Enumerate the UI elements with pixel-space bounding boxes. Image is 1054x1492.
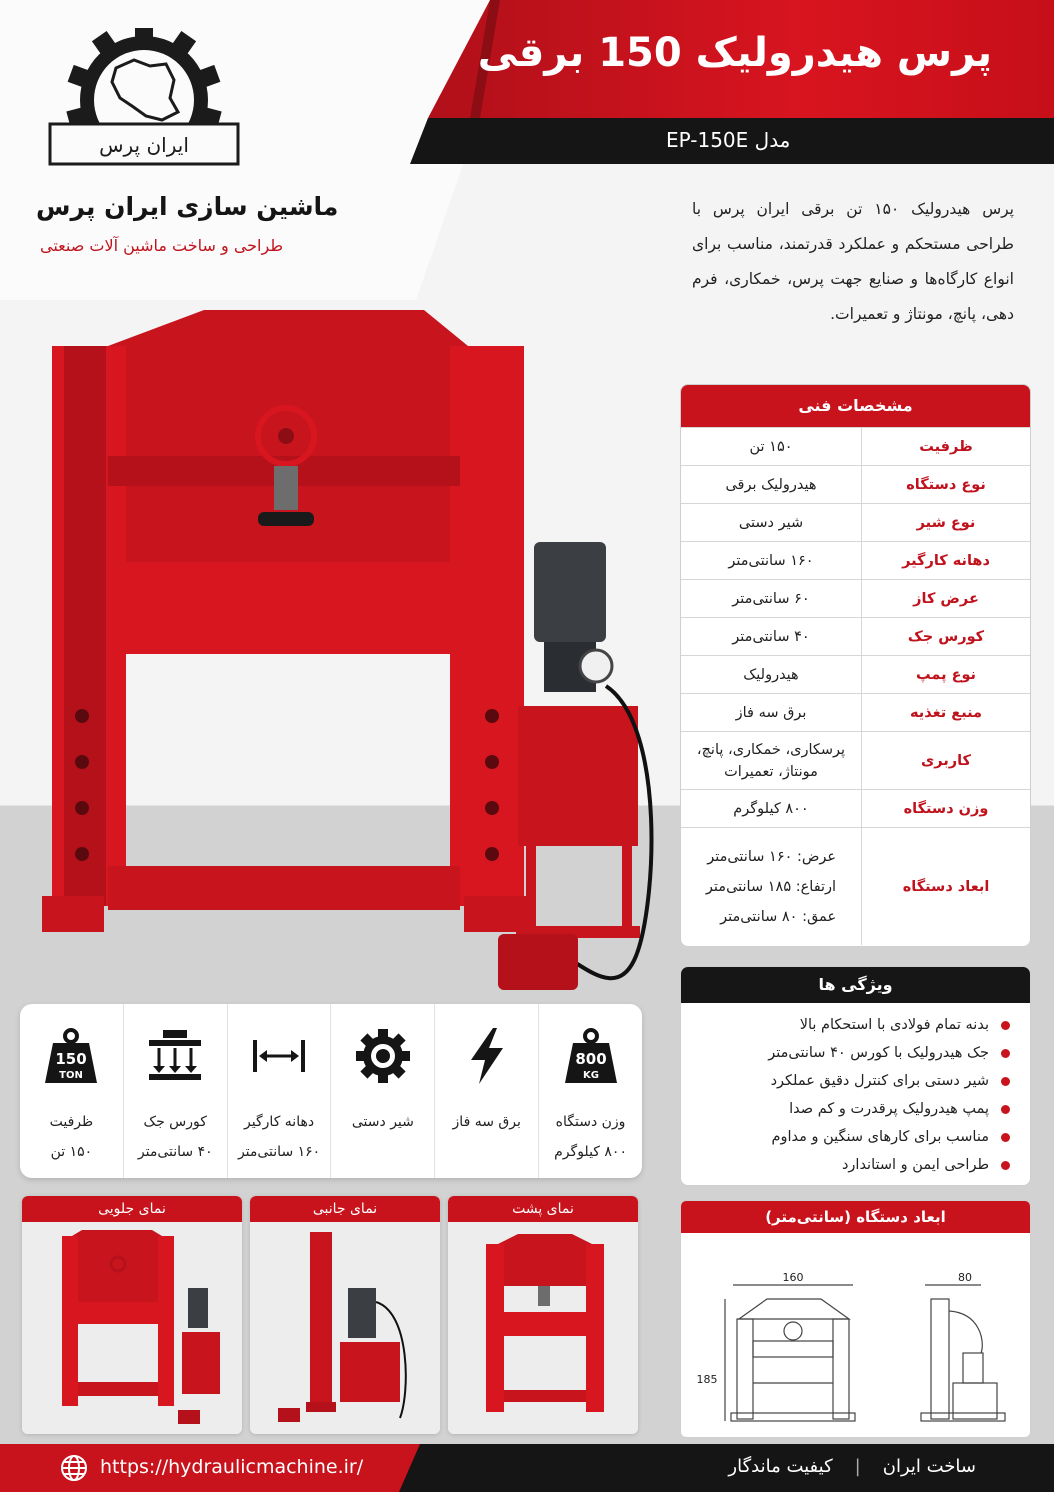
- spec-value: شیر دستی: [738, 514, 804, 531]
- spec-table: [680, 384, 1031, 947]
- icon-value: ۸۰۰ کیلوگرم: [554, 1144, 627, 1160]
- bullet-icon: [1001, 1077, 1010, 1086]
- features-title: ویژگی ها: [681, 967, 1030, 1003]
- back-view-title: نمای پشت: [448, 1196, 638, 1222]
- spec-row: [681, 465, 1030, 503]
- dimension-lines: [706, 846, 836, 928]
- spec-row-dimensions: [681, 827, 1030, 945]
- spec-row: [681, 693, 1030, 731]
- icon-value: ۱۶۰ سانتی‌متر: [237, 1144, 321, 1160]
- icon-label: شیر دستی: [351, 1114, 414, 1130]
- valve-gear-icon: [355, 1028, 411, 1084]
- feature-item: پمپ هیدرولیک پرقدرت و کم صدا: [691, 1095, 1010, 1123]
- spec-key: منبع تغذیه: [861, 694, 1030, 731]
- website-link[interactable]: https://hydraulicmachine.ir/: [100, 1456, 364, 1478]
- bullet-icon: [1001, 1049, 1010, 1058]
- width-arrows-icon: [251, 1036, 307, 1076]
- dimensions-title: ابعاد دستگاه (سانتی‌متر): [681, 1201, 1030, 1233]
- bullet-icon: [1001, 1021, 1010, 1030]
- globe-icon: [60, 1454, 88, 1482]
- dimension-drawing: [681, 1233, 1031, 1438]
- logo-text: ایران پرس: [99, 133, 189, 157]
- icon-card-weight: [538, 1004, 642, 1178]
- icon-card-opening: [227, 1004, 331, 1178]
- dimension-width: عرض: ۱۶۰ سانتی‌متر: [707, 848, 837, 865]
- height-label: 185: [696, 1373, 718, 1386]
- spec-row: [681, 731, 1030, 789]
- spec-value: برق سه فاز: [735, 704, 807, 721]
- quality-label: کیفیت ماندگار: [728, 1456, 833, 1477]
- spec-row: [681, 503, 1030, 541]
- front-view-card: [22, 1196, 242, 1434]
- brand-logo: [46, 28, 242, 170]
- width-label: 160: [782, 1271, 804, 1284]
- icon-value: ۴۰ سانتی‌متر: [137, 1144, 213, 1160]
- spec-key: ابعاد دستگاه: [861, 828, 1030, 945]
- icon-card-power: [434, 1004, 538, 1178]
- footer-slogan: [728, 1456, 976, 1477]
- dimension-height: ارتفاع: ۱۸۵ سانتی‌متر: [705, 878, 837, 895]
- brand-name: ماشین سازی ایران پرس: [36, 192, 339, 221]
- brand-tagline: طراحی و ساخت ماشین آلات صنعتی: [40, 236, 284, 255]
- product-description: پرس هیدرولیک ۱۵۰ تن برقی ایران پرس با طراحی مستحکم و عملکرد قدرتمند، مناسب برای انواع کارگاه‌ها و صنایع جهت پرس، خمکاری، فرم دهی، پانچ، مونتاژ و تعمیرات.: [692, 200, 1014, 323]
- dimensions-panel: [680, 1200, 1031, 1438]
- features-panel: [680, 966, 1031, 1186]
- weight-150-icon: [43, 1027, 99, 1085]
- icon-label: وزن دستگاه: [555, 1114, 626, 1130]
- feature-icons-strip: [20, 1004, 642, 1178]
- spec-value: ۱۵۰ تن: [749, 438, 793, 455]
- spec-row: [681, 789, 1030, 827]
- made-in-label: ساخت ایران: [882, 1456, 976, 1477]
- icon-label: کورس جک: [143, 1114, 207, 1130]
- spec-row: [681, 579, 1030, 617]
- icon-card-valve: [330, 1004, 434, 1178]
- side-view-title: نمای جانبی: [250, 1196, 440, 1222]
- spec-key: کاربری: [861, 732, 1030, 789]
- svg-text:TON: TON: [59, 1070, 84, 1081]
- bullet-icon: [1001, 1105, 1010, 1114]
- gear-map-icon: [46, 28, 242, 170]
- jack-stroke-icon: [147, 1030, 203, 1082]
- dimension-depth: عمق: ۸۰ سانتی‌متر: [720, 908, 837, 925]
- spec-row: [681, 541, 1030, 579]
- features-list: [681, 1003, 1030, 1179]
- footer: [0, 1444, 1054, 1492]
- feature-item: مناسب برای کارهای سنگین و مداوم: [691, 1123, 1010, 1151]
- spec-key: وزن دستگاه: [861, 790, 1030, 827]
- back-view-card: [448, 1196, 638, 1434]
- side-view-card: [250, 1196, 440, 1434]
- svg-text:800: 800: [574, 1050, 607, 1068]
- side-view-image: [250, 1222, 440, 1434]
- icon-label: برق سه فاز: [452, 1114, 521, 1130]
- model-label: مدل: [754, 128, 791, 152]
- spec-key: ظرفیت: [861, 428, 1030, 465]
- feature-item: جک هیدرولیک با کورس ۴۰ سانتی‌متر: [691, 1039, 1010, 1067]
- bullet-icon: [1001, 1133, 1010, 1142]
- feature-item: بدنه تمام فولادی با استحکام بالا: [691, 1011, 1010, 1039]
- back-view-image: [448, 1222, 638, 1434]
- spec-value: ۶۰ سانتی‌متر: [732, 590, 810, 607]
- spec-row: [681, 427, 1030, 465]
- spec-key: نوع دستگاه: [861, 466, 1030, 503]
- weight-800-icon: [563, 1027, 619, 1085]
- spec-row: [681, 655, 1030, 693]
- feature-item: شیر دستی برای کنترل دقیق عملکرد: [691, 1067, 1010, 1095]
- feature-item: طراحی ایمن و استاندارد: [691, 1151, 1010, 1179]
- front-view-image: [22, 1222, 242, 1434]
- depth-label: 80: [958, 1271, 972, 1284]
- spec-value: هیدرولیک: [743, 666, 799, 683]
- spec-value: پرسکاری، خمکاری، پانچ، مونتاژ، تعمیرات: [696, 741, 846, 780]
- spec-key: دهانه کارگیر: [861, 542, 1030, 579]
- spec-value: ۸۰۰ کیلوگرم: [733, 800, 809, 817]
- icon-value: ۱۵۰ تن: [50, 1144, 93, 1160]
- page-title: پرس هیدرولیک 150 برقی: [477, 30, 992, 76]
- spec-key: نوع پمپ: [861, 656, 1030, 693]
- icon-card-stroke: [123, 1004, 227, 1178]
- spec-key: عرض کاز: [861, 580, 1030, 617]
- bullet-icon: [1001, 1161, 1010, 1170]
- icon-label: دهانه کارگیر: [244, 1114, 315, 1130]
- spec-value: ۱۶۰ سانتی‌متر: [728, 552, 814, 569]
- spec-key: نوع شیر: [861, 504, 1030, 541]
- spec-row: [681, 617, 1030, 655]
- model-line: [666, 128, 790, 152]
- icon-label: ظرفیت: [49, 1114, 94, 1130]
- spec-value: هیدرولیک برقی: [725, 476, 817, 493]
- lightning-icon: [467, 1028, 507, 1084]
- hydraulic-press-illustration: [36, 306, 666, 996]
- svg-text:KG: KG: [582, 1070, 599, 1081]
- svg-text:150: 150: [55, 1050, 88, 1068]
- icon-card-capacity: [20, 1004, 123, 1178]
- front-view-title: نمای جلویی: [22, 1196, 242, 1222]
- spec-value: ۴۰ سانتی‌متر: [732, 628, 810, 645]
- spec-key: کورس جک: [861, 618, 1030, 655]
- footer-separator: |: [854, 1456, 861, 1477]
- model-code: EP-150E: [666, 128, 749, 152]
- spec-table-title: مشخصات فنی: [681, 385, 1030, 427]
